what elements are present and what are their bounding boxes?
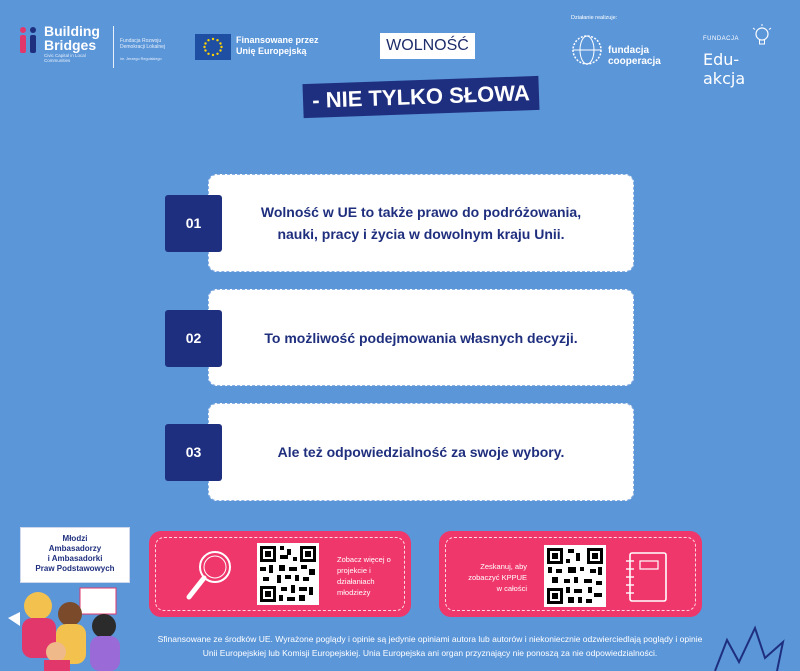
cooperacja-logo: fundacja cooperacja <box>608 45 661 67</box>
statement-card-1 <box>208 174 634 272</box>
globe-icon <box>571 34 603 66</box>
ambassadors-illustration <box>8 560 138 671</box>
page-subtitle: - NIE TYLKO SŁOWA <box>302 76 539 118</box>
frdl-subtitle: im. Jerzego Regulskiego <box>120 57 162 61</box>
project-promo-text: Zobacz więcej o projekcie i działaniach młodzieży <box>337 555 391 597</box>
building-bridges-title: Building Bridges <box>44 23 100 53</box>
statement-card-3 <box>208 403 634 501</box>
lightbulb-icon <box>751 24 773 48</box>
ambassadors-title: Młodzi Ambasadorzy i Ambasadorki Praw Podstawowych <box>35 534 115 573</box>
eu-flag-icon <box>195 34 231 60</box>
people-icon <box>18 26 40 56</box>
kppue-promo-text: Zeskanuj, aby zobaczyć KPPUE w całości <box>468 562 527 593</box>
eduakcja-small: FUNDACJA <box>703 36 740 42</box>
header-divider <box>113 26 114 68</box>
notebook-icon <box>622 549 670 605</box>
magnifier-icon <box>183 547 235 603</box>
eu-funding-label: Finansowane przez Unię Europejską <box>236 35 319 56</box>
building-bridges-subtitle: Civic Capital in Local Communities <box>44 53 86 63</box>
page-title: WOLNOŚĆ <box>380 33 475 59</box>
spark-decoration <box>705 612 795 671</box>
frdl-logo <box>120 38 186 66</box>
qr-code-kppue[interactable] <box>544 545 606 607</box>
eduakcja-name: Edu-akcja <box>703 50 746 88</box>
eduakcja-logo <box>703 22 775 88</box>
statement-card-2 <box>208 289 634 386</box>
statement-number-1: 01 <box>165 195 222 252</box>
implemented-by-label: Działanie realizuje: <box>571 15 618 21</box>
statement-number-2: 02 <box>165 310 222 367</box>
project-promo-box <box>149 531 411 617</box>
frdl-name: Fundacja Rozwoju Demokracji Lokalnej <box>120 38 166 50</box>
statement-text: Ale też odpowiedzialność za swoje wybory. <box>277 444 565 460</box>
building-bridges-logo <box>18 24 110 64</box>
qr-code-project[interactable] <box>257 543 319 605</box>
statement-number-3: 03 <box>165 424 222 481</box>
statement-text: Wolność w UE to także prawo do podróżowania, nauki, pracy i życia w dowolnym kraju Unii. <box>260 204 582 242</box>
kppue-promo-box <box>439 531 702 617</box>
statement-text: To możliwość podejmowania własnych decyzji. <box>264 329 578 346</box>
eu-disclaimer: Sfinansowane ze środków UE. Wyrażone poglądy i opinie są jedynie opiniami autora lub autorów i niekoniecznie odzwierciedlają poglądy i opinie Unii Europejskiej lub Komisji Europejskiej. Unia Europejska ani organ przyznający nie ponoszą za nie odpowiedzialności. <box>157 634 703 658</box>
